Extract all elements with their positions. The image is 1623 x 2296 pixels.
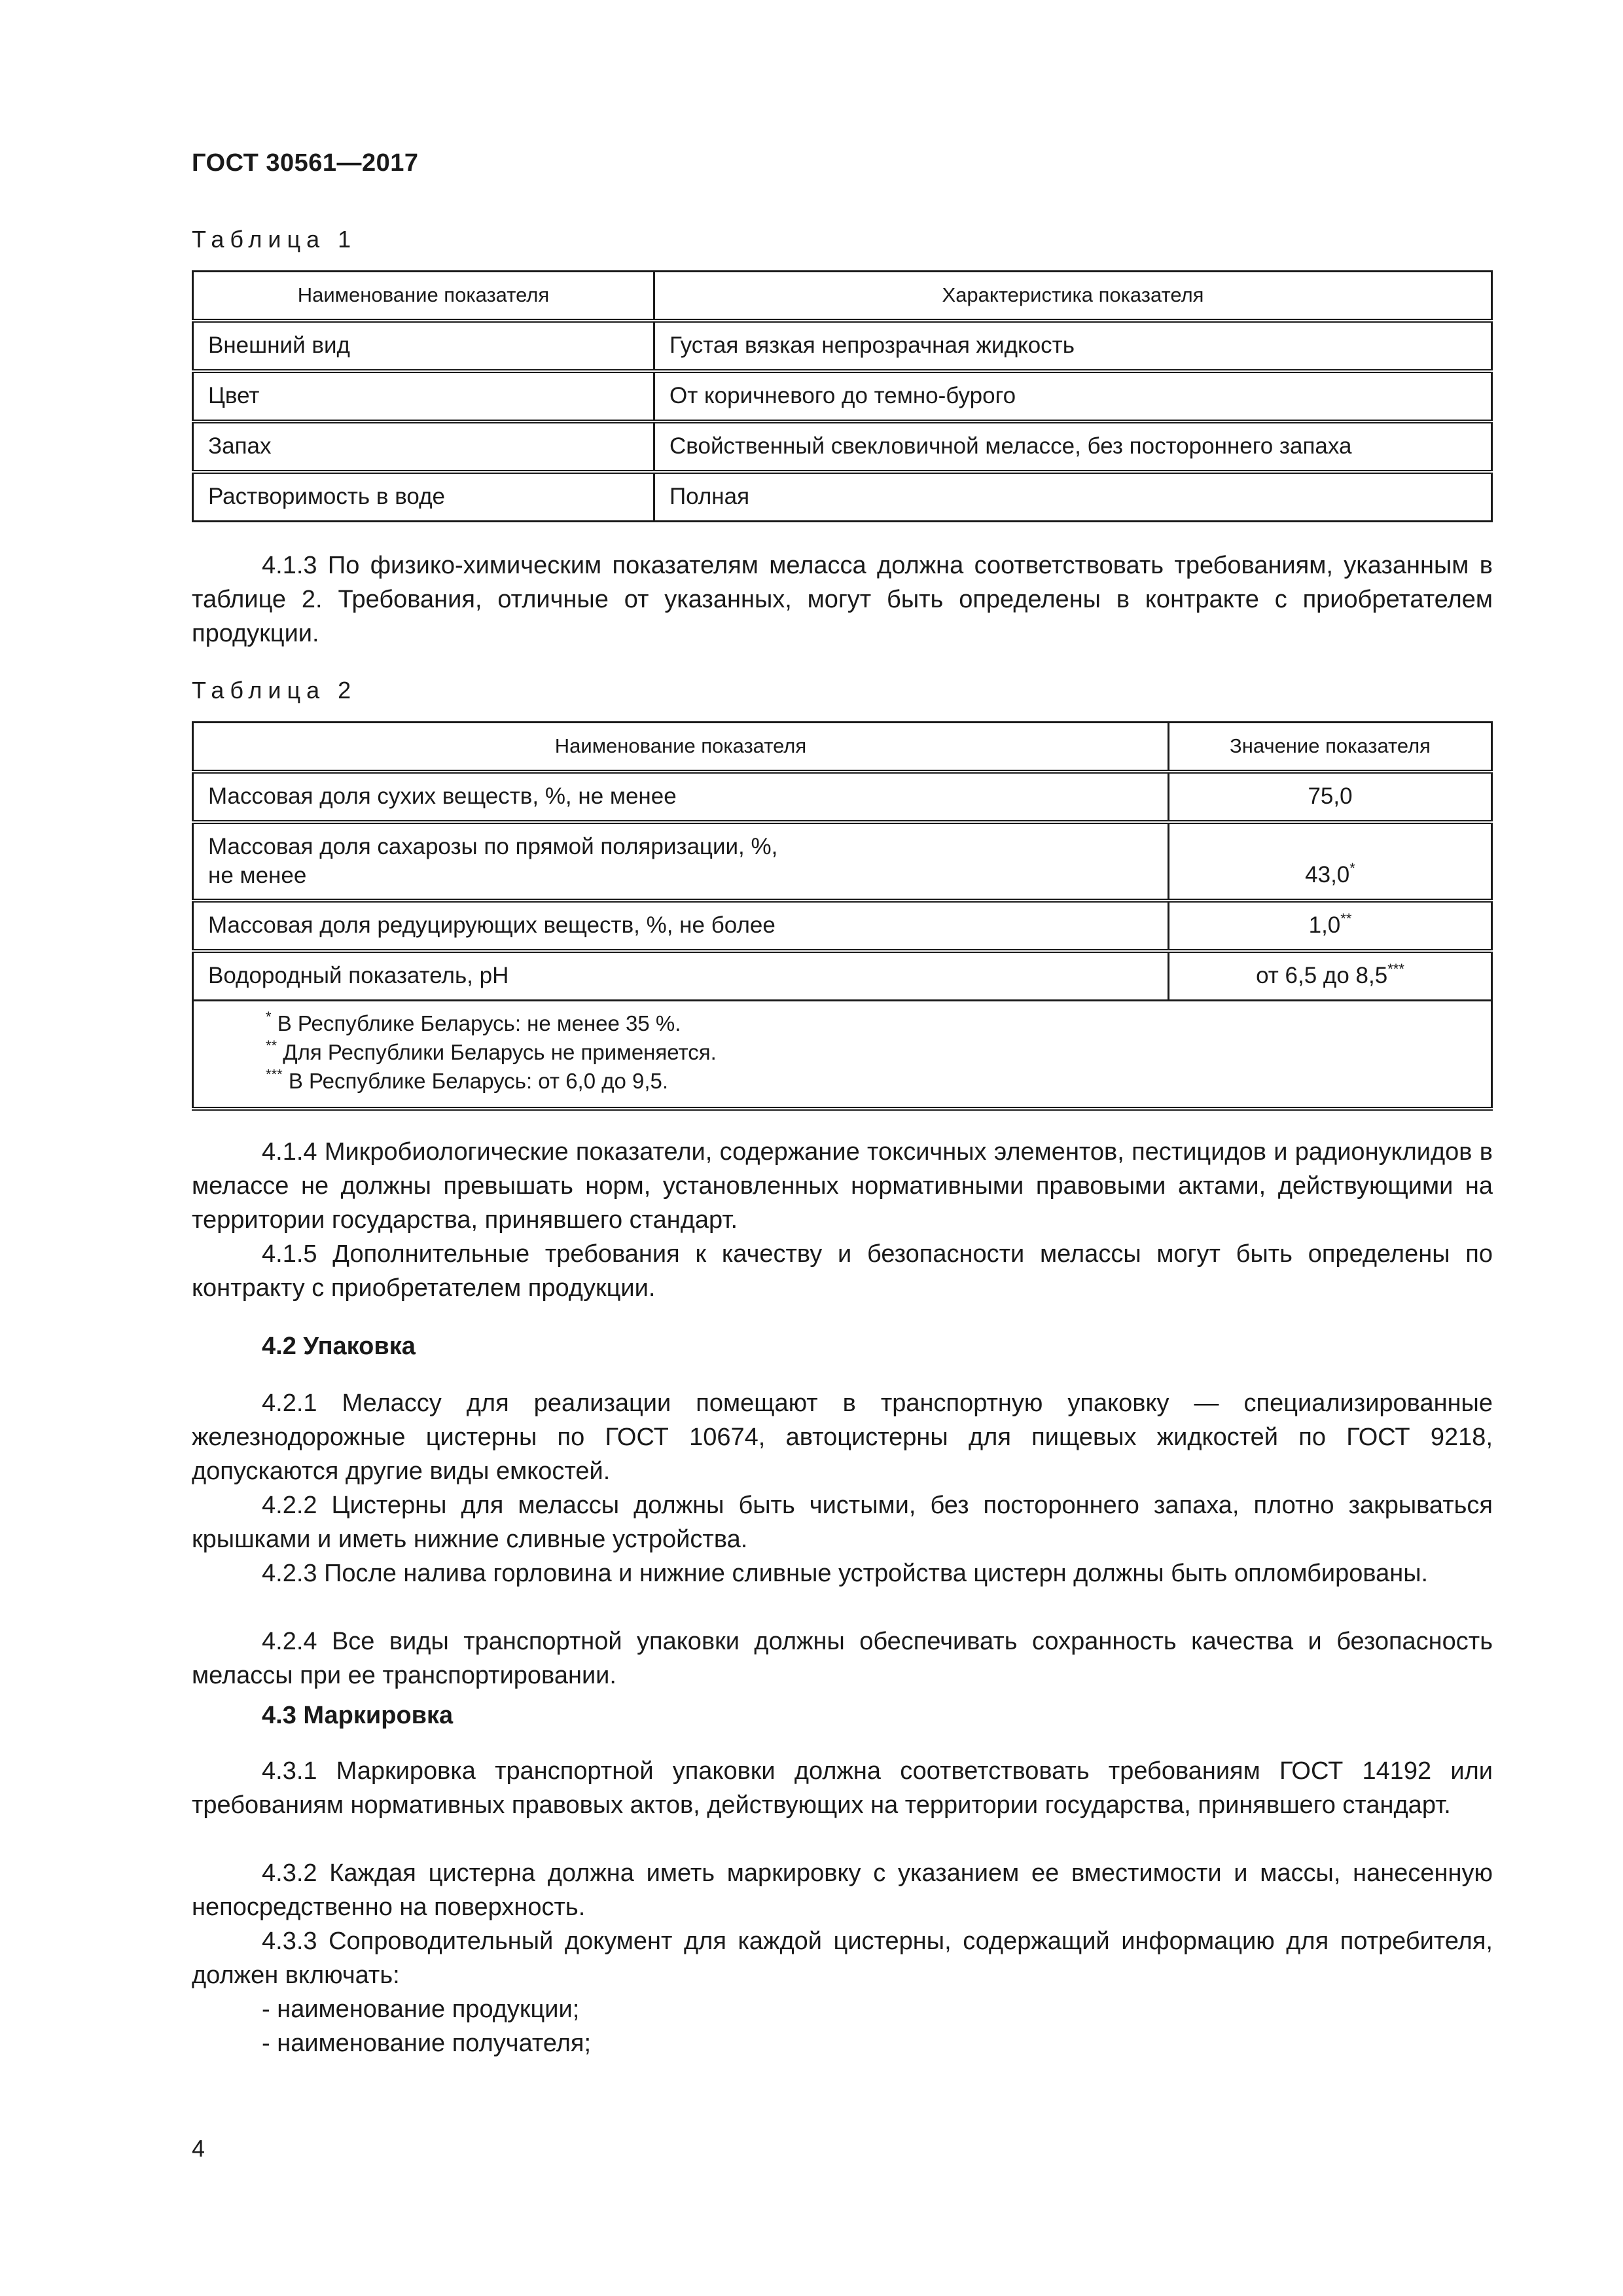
table2-cell-value: 75,0: [1169, 772, 1492, 822]
paragraph-4-2-2: 4.2.2 Цистерны для мелассы должны быть чистыми, без постороннего запаха, плотно закрываться крышками и иметь нижние сливные устройства.: [192, 1492, 1493, 1553]
table2-note: ** Для Республики Беларусь не применяется.: [266, 1037, 717, 1064]
paragraph-4-3-1: 4.3.1 Маркировка транспортной упаковки должна соответствовать требованиям ГОСТ 14192 или требованиям нормативных правовых актов, действующих на территории государства, принявшего стандарт.: [192, 1757, 1493, 1819]
table2-notes-row: [193, 1001, 1492, 1109]
table2-cell-name: Массовая доля редуцирующих веществ, %, не более: [193, 901, 1169, 951]
page-number: 4: [192, 2135, 205, 2162]
paragraph-4-1-3: 4.1.3 По физико-химическим показателям меласса должна соответствовать требованиям, указанным в таблице 2. Требования, отличные от указанных, могут быть определены в контракте с приобретателем продукции.: [192, 552, 1493, 647]
table2-cell-value: 1,0**: [1169, 901, 1492, 951]
table-row: [193, 422, 1492, 472]
table2-caption: Таблица 2: [192, 677, 357, 704]
document-header: ГОСТ 30561—2017: [192, 149, 419, 177]
list-item: - наименование получателя;: [262, 2030, 592, 2057]
table-row: [193, 822, 1492, 901]
paragraph-4-1-4: 4.1.4 Микробиологические показатели, содержание токсичных элементов, пестицидов и радионуклидов в мелассе не должны превышать норм, установленных нормативными правовыми актами, действующими на территории государства, принявшего стандарт.: [192, 1138, 1493, 1234]
table2-header-row: [193, 723, 1492, 772]
table-row: [193, 901, 1492, 951]
table1-header-name: Наименование показателя: [193, 272, 654, 321]
table2-note: *** В Республике Беларусь: от 6,0 до 9,5.: [266, 1066, 669, 1093]
table2-note: * В Республике Беларусь: не менее 35 %.: [266, 1009, 681, 1035]
list-item: - наименование продукции;: [262, 1996, 580, 2023]
table-row: [193, 951, 1492, 1001]
table2-cell-value: 43,0*: [1169, 822, 1492, 901]
table2-cell-name: Массовая доля сахарозы по прямой поляризации, %, не менее: [193, 822, 1169, 901]
table1-header-row: [193, 272, 1492, 321]
paragraph-4-2-1: 4.2.1 Мелассу для реализации помещают в транспортную упаковку — специализированные железнодорожные цистерны по ГОСТ 10674, автоцистерны для пищевых жидкостей по ГОСТ 9218, допускаются другие виды емкостей.: [192, 1390, 1493, 1485]
paragraph-4-1-5: 4.1.5 Дополнительные требования к качеству и безопасности мелассы могут быть определены по контракту с приобретателем продукции.: [192, 1240, 1493, 1302]
table1-cell: Запах: [193, 422, 654, 472]
table1-cell: Внешний вид: [193, 321, 654, 371]
table-row: [193, 371, 1492, 422]
table2-header-value: Значение показателя: [1169, 723, 1492, 772]
table-row: [193, 772, 1492, 822]
table2-notes: [193, 1001, 1492, 1109]
table-row: [193, 321, 1492, 371]
table1-header-characteristic: Характеристика показателя: [654, 272, 1492, 321]
table1: [192, 270, 1493, 522]
table1-cell: Свойственный свекловичной мелассе, без постороннего запаха: [654, 422, 1492, 472]
table1-cell: От коричневого до темно-бурого: [654, 371, 1492, 422]
table1-cell: Цвет: [193, 371, 654, 422]
table1-cell: Густая вязкая непрозрачная жидкость: [654, 321, 1492, 371]
section-heading-4-2: 4.2 Упаковка: [262, 1333, 416, 1360]
section-heading-4-3: 4.3 Маркировка: [262, 1702, 454, 1729]
table2: [192, 721, 1493, 1111]
table2-cell-value: от 6,5 до 8,5***: [1169, 951, 1492, 1001]
table2-cell-name: Массовая доля сухих веществ, %, не менее: [193, 772, 1169, 822]
table2-header-name: Наименование показателя: [193, 723, 1169, 772]
table1-cell: Полная: [654, 472, 1492, 522]
table-row: [193, 472, 1492, 522]
table1-cell: Растворимость в воде: [193, 472, 654, 522]
paragraph-4-3-3: 4.3.3 Сопроводительный документ для каждой цистерны, содержащий информацию для потребителя, должен включать:: [192, 1928, 1493, 1989]
table1-caption: Таблица 1: [192, 226, 357, 253]
table2-cell-name: Водородный показатель, pH: [193, 951, 1169, 1001]
paragraph-4-2-3: 4.2.3 После налива горловина и нижние сливные устройства цистерн должны быть опломбированы.: [262, 1560, 1429, 1587]
paragraph-4-2-4: 4.2.4 Все виды транспортной упаковки должны обеспечивать сохранность качества и безопасность мелассы при ее транспортировании.: [192, 1628, 1493, 1689]
paragraph-4-3-2: 4.3.2 Каждая цистерна должна иметь маркировку с указанием ее вместимости и массы, нанесенную непосредственно на поверхность.: [192, 1859, 1493, 1921]
